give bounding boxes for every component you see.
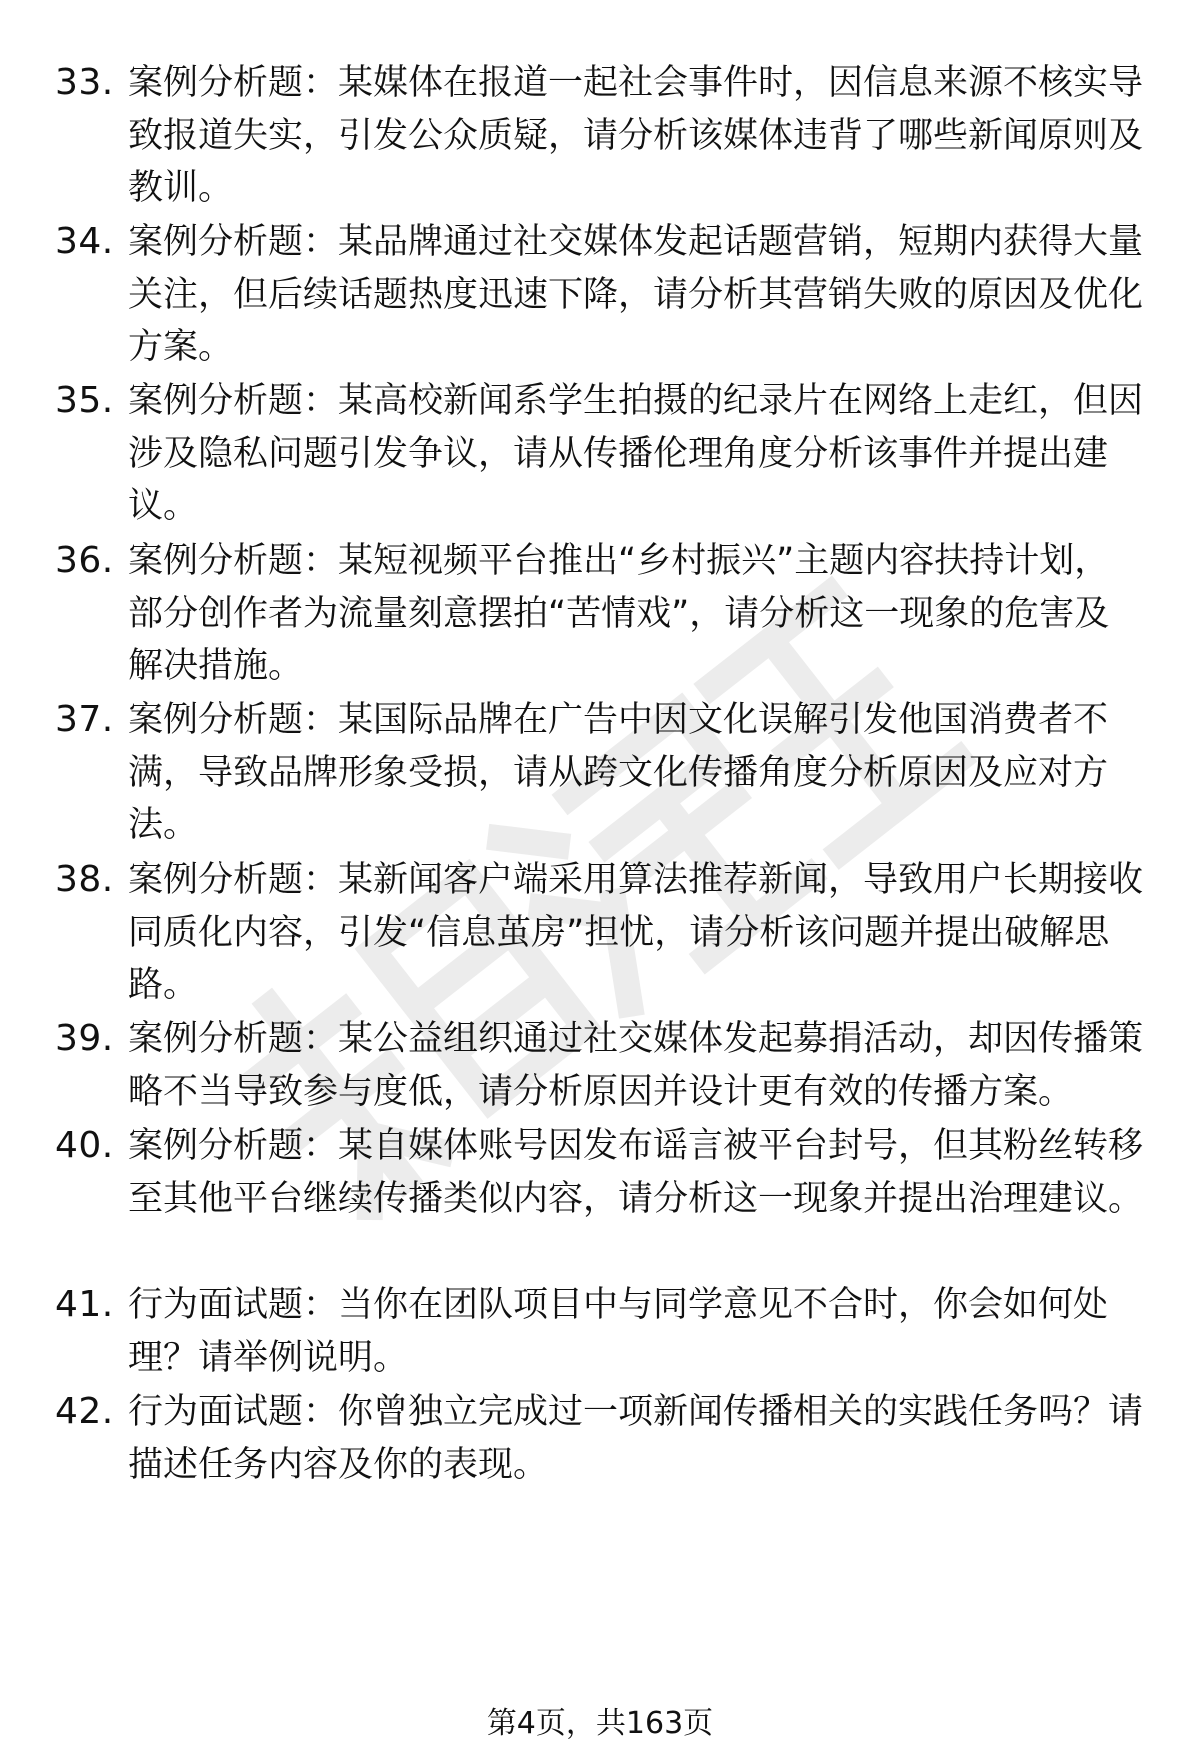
question-number: 39. <box>55 1018 114 1059</box>
question-number: 33. <box>55 62 114 103</box>
question-number: 37. <box>55 699 114 740</box>
question-number: 35. <box>55 380 114 421</box>
question-text: 行为面试题：当你在团队项目中与同学意见不合时，你会如何处理？请举例说明。 <box>128 1285 1109 1378</box>
question-text: 案例分析题：某公益组织通过社交媒体发起募捐活动，却因传播策略不当导致参与度低，请分析原因并设计更有效的传播方案。 <box>128 1019 1144 1112</box>
question-text: 案例分析题：某短视频平台推出“乡村振兴”主题内容扶持计划，部分创作者为流量刻意摆拍“苦情戏”，请分析这一现象的危害及解决措施。 <box>128 541 1110 686</box>
question-text: 案例分析题：某高校新闻系学生拍摄的纪录片在网络上走红，但因涉及隐私问题引发争议，请从传播伦理角度分析该事件并提出建议。 <box>128 381 1144 526</box>
question-text: 案例分析题：某品牌通过社交媒体发起话题营销，短期内获得大量关注，但后续话题热度迅速下降，请分析其营销失败的原因及优化方案。 <box>128 222 1144 367</box>
question-text: 案例分析题：某新闻客户端采用算法推荐新闻，导致用户长期接收同质化内容，引发“信息茧房”担忧，请分析该问题并提出破解思路。 <box>128 860 1144 1005</box>
question-text: 案例分析题：某媒体在报道一起社会事件时，因信息来源不核实导致报道失实，引发公众质疑，请分析该媒体违背了哪些新闻原则及教训。 <box>128 63 1144 208</box>
question-text: 行为面试题：你曾独立完成过一项新闻传播相关的实践任务吗？请描述任务内容及你的表现。 <box>128 1392 1144 1485</box>
question-number: 42. <box>55 1391 114 1432</box>
question-number: 41. <box>55 1284 114 1325</box>
question-number: 38. <box>55 859 114 900</box>
page-number-footer: 第4页，共163页 <box>486 1706 714 1741</box>
question-text: 案例分析题：某自媒体账号因发布谣言被平台封号，但其粉丝转移至其他平台继续传播类似内容，请分析这一现象并提出治理建议。 <box>128 1126 1144 1219</box>
question-number: 40. <box>55 1125 114 1166</box>
question-text: 案例分析题：某国际品牌在广告中因文化误解引发他国消费者不满，导致品牌形象受损，请从跨文化传播角度分析原因及应对方法。 <box>128 700 1109 845</box>
question-number: 36. <box>55 540 114 581</box>
question-number: 34. <box>55 221 114 262</box>
